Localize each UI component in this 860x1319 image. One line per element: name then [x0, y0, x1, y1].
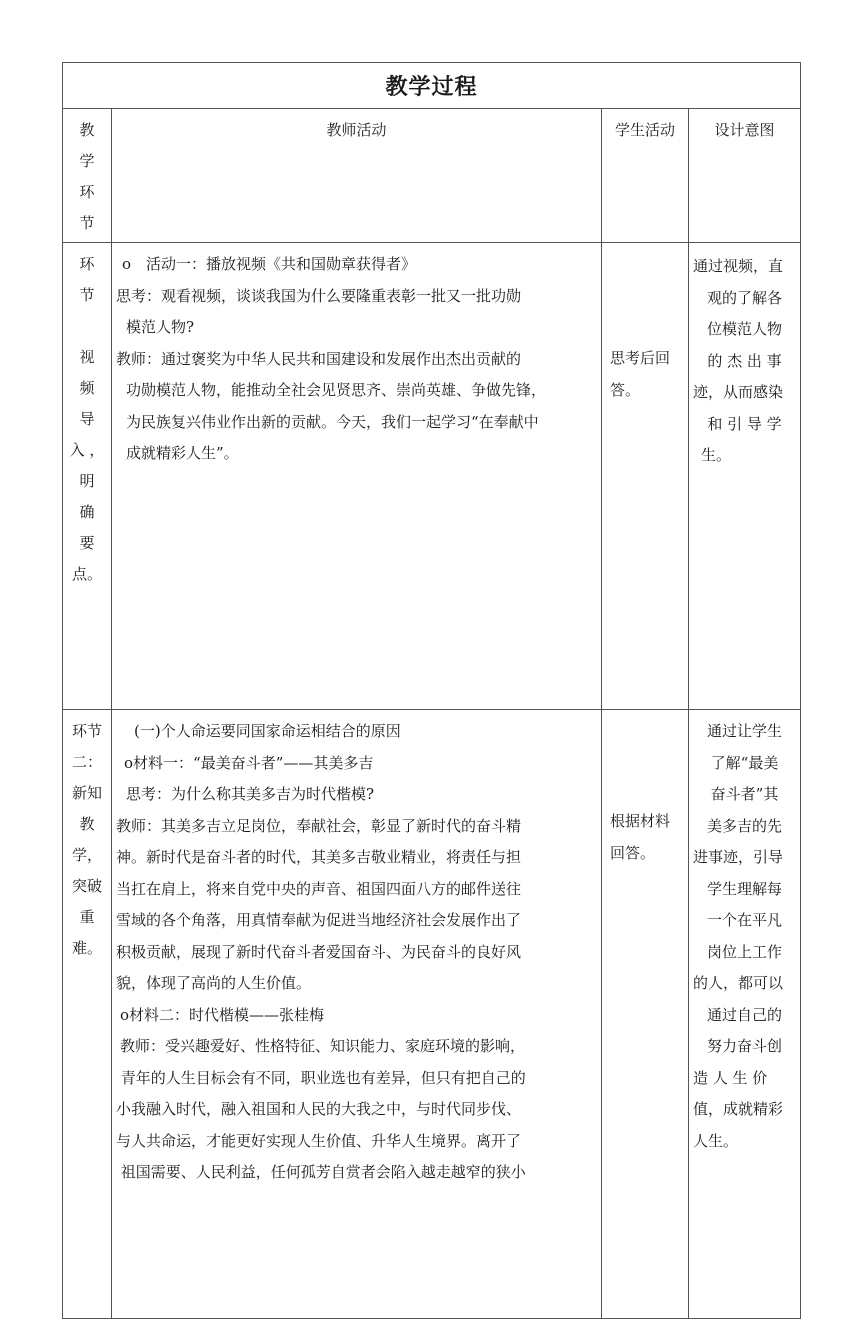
teacher-line: 教师：其美多吉立足岗位，奉献社会，彰显了新时代的奋斗精	[116, 816, 522, 835]
design-line: 美多吉的先	[707, 816, 783, 835]
stage-char: 入 ，	[69, 441, 105, 459]
design-line: 生。	[701, 446, 732, 464]
section1-design-intent	[689, 243, 801, 710]
student-line: 答。	[610, 380, 641, 399]
section1-student-activity	[602, 243, 689, 710]
design-line: 值，成就精彩	[693, 1100, 784, 1118]
material-one-title: o材料一：“最美奋斗者”——其美多吉	[124, 753, 374, 772]
design-line: 通过自己的	[707, 1005, 783, 1024]
stage-char: 视	[79, 348, 95, 366]
stage-char: 学，	[71, 846, 102, 864]
student-line: 根据材料	[610, 812, 671, 830]
design-line: 观的了解各	[707, 288, 783, 307]
teacher-line: 貌，体现了高尚的人生价值。	[116, 974, 312, 992]
design-line: 迹，从而感染	[693, 383, 784, 401]
section2-design-intent	[689, 710, 801, 1319]
material-two-title: o材料二：时代楷模——张桂梅	[120, 1005, 325, 1024]
teacher-line: 成就精彩人生”。	[126, 444, 239, 462]
header-stage-char: 节	[79, 214, 95, 232]
header-stage-char: 教	[79, 121, 95, 139]
stage-char: 确	[79, 503, 95, 521]
header-stage-char: 学	[79, 152, 95, 170]
table-row-section2	[63, 710, 801, 1319]
design-line: 学生理解每	[707, 879, 783, 898]
stage-char: 教	[79, 815, 95, 833]
teacher-line: 雪域的各个角落，用真情奉献为促进当地经济社会发展作出了	[116, 911, 522, 929]
section-heading: (一)个人命运要同国家命运相结合的原因	[134, 722, 401, 740]
design-line: 一个在平凡	[707, 911, 783, 929]
design-line: 努力奋斗创	[707, 1037, 783, 1055]
lesson-process-table	[62, 62, 801, 1319]
teacher-line: 功勋模范人物，能推动全社会见贤思齐、崇尚英雄、争做先锋，	[126, 381, 547, 399]
header-design-intent: 设计意图	[689, 109, 801, 243]
section2-stage	[63, 710, 112, 1319]
stage-char: 频	[79, 379, 95, 397]
stage-char: 环节	[71, 722, 102, 740]
teacher-line: 神。新时代是奋斗者的时代，其美多吉敬业精业，将责任与担	[116, 848, 522, 866]
think-line: 思考：观看视频，谈谈我国为什么要隆重表彰一批又一批功勋	[116, 286, 522, 305]
teacher-line: 教师：受兴趣爱好、性格特征、知识能力、家庭环境的影响，	[120, 1037, 526, 1055]
stage-char: 难。	[71, 939, 102, 957]
think-line: 模范人物?	[126, 318, 195, 336]
design-line: 造 人 生 价	[693, 1068, 768, 1087]
stage-char: 新知	[71, 784, 102, 802]
stage-char: 要	[79, 534, 95, 552]
section2-teacher-activity	[112, 710, 602, 1319]
stage-char: 明	[79, 472, 95, 490]
table-row-section1	[63, 243, 801, 710]
section1-teacher-activity	[112, 243, 602, 710]
stage-char: 二：	[71, 753, 102, 771]
stage-char: 节	[79, 286, 95, 304]
section1-stage	[63, 243, 112, 710]
design-line: 通过让学生	[707, 722, 783, 740]
design-line: 的人，都可以	[693, 974, 784, 992]
teacher-line: 青年的人生目标会有不同，职业选也有差异，但只有把自己的	[116, 1068, 526, 1087]
header-stage-char: 环	[79, 183, 95, 201]
stage-char: 重	[79, 908, 95, 926]
table-title: 教学过程	[63, 63, 801, 109]
stage-char	[63, 311, 111, 342]
stage-char: 突破	[71, 877, 102, 895]
header-teacher-activity: 教师活动	[112, 109, 602, 243]
teacher-line: 为民族复兴伟业作出新的贡献。今天，我们一起学习“在奉献中	[126, 412, 539, 431]
think-line: 思考：为什么称其美多吉为时代楷模?	[126, 785, 375, 803]
design-line: 位模范人物	[707, 320, 783, 338]
design-line: 进事迹，引导	[693, 848, 784, 866]
teacher-line: 当扛在肩上，将来自党中央的声音、祖国四面八方的邮件送往	[116, 879, 522, 898]
section2-student-activity	[602, 710, 689, 1319]
activity-title: o 活动一：播放视频《共和国勋章获得者》	[122, 255, 417, 273]
teacher-line: 祖国需要、人民利益，任何孤芳自赏者会陷入越走越窄的狭小	[116, 1163, 526, 1181]
stage-char: 环	[79, 255, 95, 273]
header-student-activity: 学生活动	[602, 109, 689, 243]
design-line: 通过视频，直	[693, 257, 784, 275]
design-line: 了解“最美	[710, 753, 779, 772]
header-row	[63, 109, 801, 243]
teacher-line: 小我融入时代，融入祖国和人民的大我之中，与时代同步伐、	[116, 1100, 522, 1118]
design-line: 人生。	[693, 1131, 739, 1150]
stage-char: 点。	[71, 565, 102, 583]
header-stage	[63, 109, 112, 243]
teacher-line: 积极贡献，展现了新时代奋斗者爱国奋斗、为民奋斗的良好风	[116, 942, 522, 961]
design-line: 岗位上工作	[707, 942, 783, 961]
stage-char: 导	[79, 410, 95, 428]
student-line: 思考后回	[610, 349, 671, 367]
design-line: 奋斗者”其	[710, 785, 779, 803]
design-line: 的 杰 出 事	[707, 351, 782, 370]
student-line: 回答。	[610, 843, 656, 862]
design-line: 和 引 导 学	[707, 414, 782, 433]
teacher-line: 教师：通过褒奖为中华人民共和国建设和发展作出杰出贡献的	[116, 349, 522, 368]
teacher-line: 与人共命运，才能更好实现人生价值、升华人生境界。离开了	[116, 1131, 522, 1150]
